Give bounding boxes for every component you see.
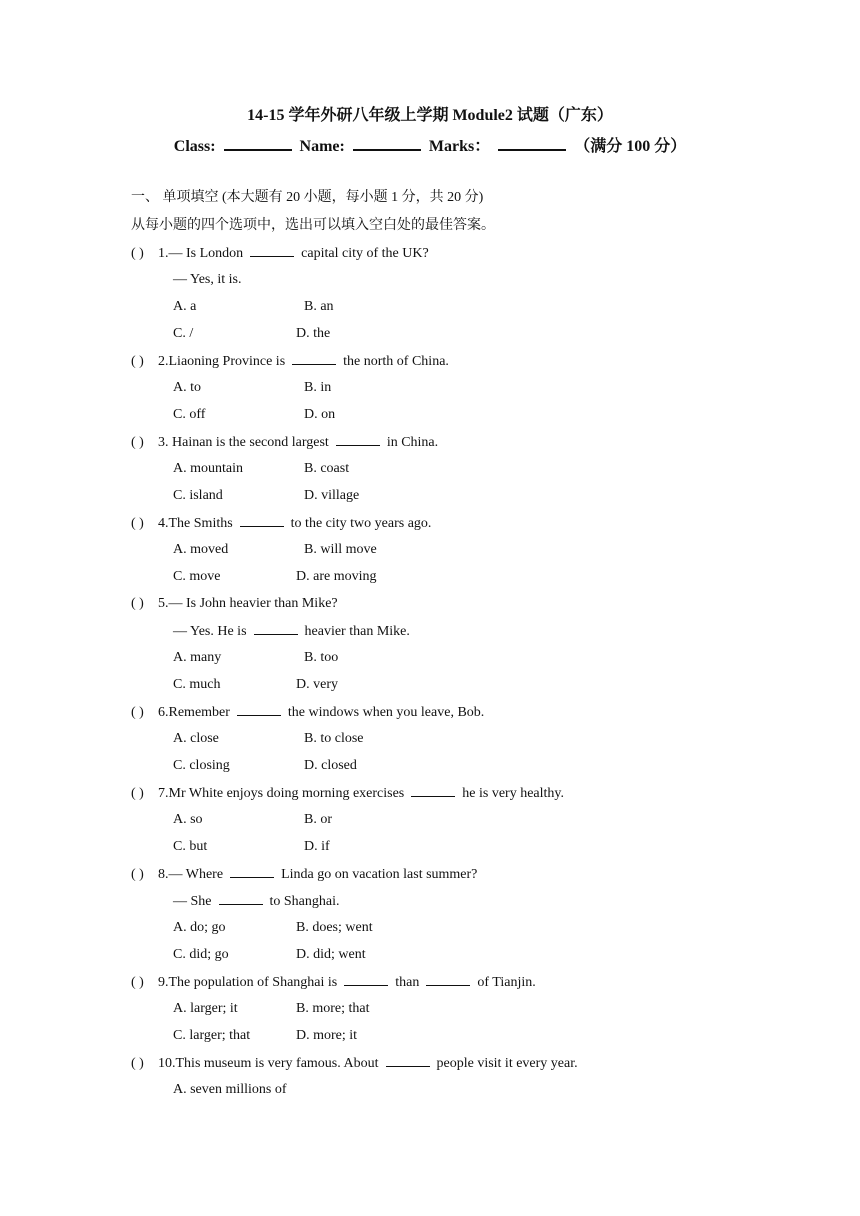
- option: A. close: [173, 731, 219, 746]
- answer-paren[interactable]: ( ): [131, 705, 144, 720]
- question-text: 5.— Is John heavier than Mike?: [158, 596, 338, 611]
- option: D. closed: [304, 758, 357, 773]
- question-row: [131, 865, 477, 884]
- reply-line: [173, 892, 340, 911]
- name-blank[interactable]: [353, 135, 421, 151]
- question-text: Linda go on vacation last summer?: [281, 867, 478, 882]
- option: D. on: [304, 407, 336, 422]
- answer-paren[interactable]: ( ): [131, 435, 144, 450]
- name-label: Name:: [299, 138, 345, 155]
- option: C. off: [173, 407, 206, 422]
- option: B. too: [304, 650, 339, 665]
- option: D. village: [304, 488, 360, 503]
- option: C. closing: [173, 758, 230, 773]
- answer-blank: [426, 973, 470, 986]
- reply-text: to Shanghai.: [269, 894, 340, 909]
- question-text: 4.The Smiths: [158, 516, 233, 531]
- answer-blank: [344, 973, 388, 986]
- option: A. a: [173, 299, 197, 314]
- question-text: 9.The population of Shanghai is: [158, 975, 338, 990]
- question-row: [131, 433, 438, 452]
- answer-blank: [240, 514, 284, 527]
- answer-paren[interactable]: ( ): [131, 975, 144, 990]
- question-row: [131, 514, 431, 533]
- option: C. much: [173, 677, 221, 692]
- reply-text: — She: [173, 894, 212, 909]
- option: D. are moving: [296, 569, 377, 584]
- option: B. more; that: [296, 1001, 370, 1016]
- full-score: （满分 100 分）: [574, 138, 687, 155]
- question-text: 8.— Where: [158, 867, 224, 882]
- option: C. but: [173, 839, 208, 854]
- question-row: [131, 352, 449, 371]
- answer-blank: [254, 622, 298, 635]
- answer-paren[interactable]: ( ): [131, 786, 144, 801]
- answer-blank: [336, 433, 380, 446]
- question-text: 1.— Is London: [158, 246, 244, 261]
- question-text: 6.Remember: [158, 705, 230, 720]
- option: B. will move: [304, 542, 377, 557]
- answer-blank: [386, 1054, 430, 1067]
- answer-paren[interactable]: ( ): [131, 867, 144, 882]
- class-blank[interactable]: [224, 135, 292, 151]
- reply-text: heavier than Mike.: [304, 624, 410, 639]
- marks-blank[interactable]: [498, 135, 566, 151]
- question-text: 2.Liaoning Province is: [158, 354, 286, 369]
- reply-line: [173, 622, 410, 641]
- option: A. do; go: [173, 920, 226, 935]
- question-row: [131, 703, 484, 722]
- question-text: people visit it every year.: [436, 1056, 578, 1071]
- question-text: of Tianjin.: [477, 975, 536, 990]
- question-text: to the city two years ago.: [290, 516, 432, 531]
- option: B. coast: [304, 461, 350, 476]
- option: B. does; went: [296, 920, 373, 935]
- reply-text: — Yes. He is: [173, 624, 247, 639]
- question-text: 3. Hainan is the second largest: [158, 435, 329, 450]
- question-text: the north of China.: [343, 354, 449, 369]
- option: B. an: [304, 299, 334, 314]
- question-row: [131, 973, 536, 992]
- option: C. island: [173, 488, 223, 503]
- answer-blank: [219, 892, 263, 905]
- marks-label: Marks：: [428, 138, 491, 155]
- option: D. the: [296, 326, 331, 341]
- answer-blank: [230, 865, 274, 878]
- question-row: [131, 784, 564, 803]
- question-text: the windows when you leave, Bob.: [287, 705, 485, 720]
- option: B. in: [304, 380, 332, 395]
- answer-blank: [411, 784, 455, 797]
- option: C. move: [173, 569, 221, 584]
- answer-paren[interactable]: ( ): [131, 354, 144, 369]
- option: C. larger; that: [173, 1028, 251, 1043]
- question-text: he is very healthy.: [462, 786, 564, 801]
- option: D. more; it: [296, 1028, 358, 1043]
- option: C. /: [173, 326, 194, 341]
- answer-paren[interactable]: ( ): [131, 246, 144, 261]
- option: C. did; go: [173, 947, 229, 962]
- class-label: Class:: [173, 138, 216, 155]
- question-row: [131, 244, 429, 263]
- option: A. seven millions of: [173, 1082, 287, 1097]
- reply-line: — Yes, it is.: [173, 272, 242, 287]
- answer-blank: [237, 703, 281, 716]
- question-row: [131, 1054, 578, 1073]
- student-info-line: [0, 135, 860, 157]
- option: D. did; went: [296, 947, 366, 962]
- question-text: capital city of the UK?: [301, 246, 429, 261]
- option: D. if: [304, 839, 330, 854]
- question-text: 7.Mr White enjoys doing morning exercises: [158, 786, 405, 801]
- option: A. so: [173, 812, 203, 827]
- answer-paren[interactable]: ( ): [131, 596, 144, 611]
- option: A. to: [173, 380, 201, 395]
- option: B. to close: [304, 731, 364, 746]
- option: A. many: [173, 650, 222, 665]
- section-instruction: 从每小题的四个选项中，选出可以填入空白处的最佳答案。: [131, 218, 495, 233]
- option: B. or: [304, 812, 332, 827]
- answer-paren[interactable]: ( ): [131, 1056, 144, 1071]
- question-text: 10.This museum is very famous. About: [158, 1056, 379, 1071]
- page-title: 14-15 学年外研八年级上学期 Module2 试题（广东）: [247, 107, 613, 124]
- question-text: than: [395, 975, 420, 990]
- answer-paren[interactable]: ( ): [131, 516, 144, 531]
- option: A. mountain: [173, 461, 243, 476]
- section-heading: 一、 单项填空 (本大题有 20 小题，每小题 1 分，共 20 分): [131, 190, 484, 205]
- option: D. very: [296, 677, 338, 692]
- question-row: [131, 595, 338, 613]
- question-text: in China.: [386, 435, 439, 450]
- answer-blank: [250, 244, 294, 257]
- option: A. moved: [173, 542, 229, 557]
- answer-blank: [292, 352, 336, 365]
- option: A. larger; it: [173, 1001, 238, 1016]
